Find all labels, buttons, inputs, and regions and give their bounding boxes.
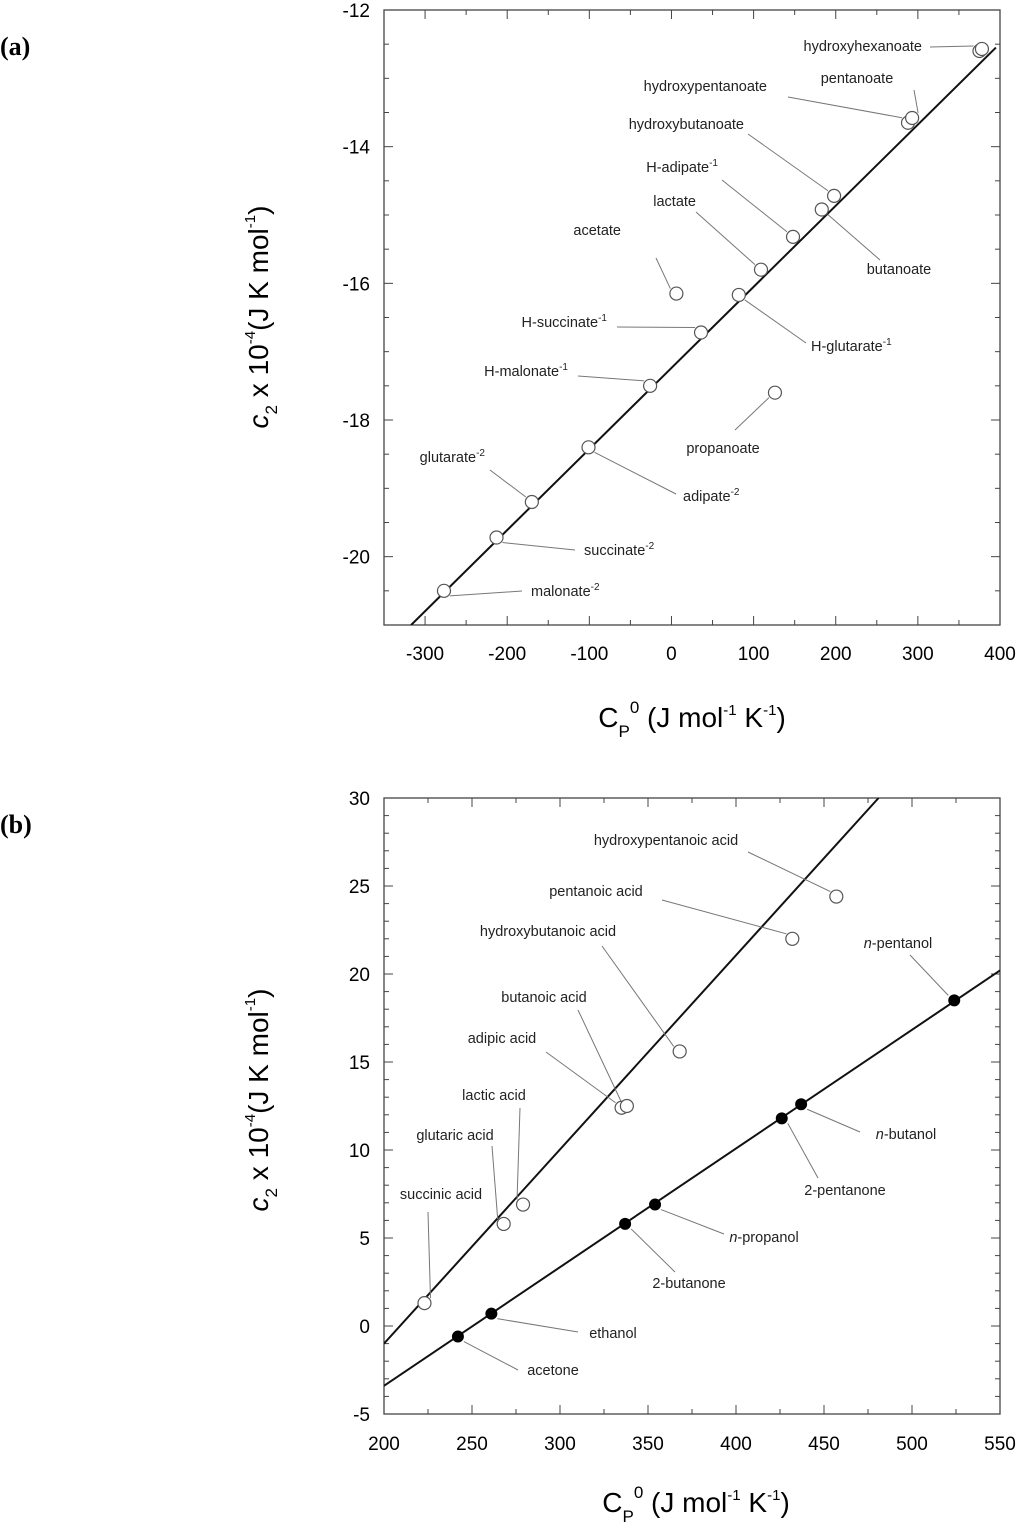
- label-lactic-acid: lactic acid: [462, 1088, 526, 1104]
- leader-pentanoate: [914, 90, 918, 113]
- label-hydroxybutanoic-acid: hydroxybutanoic acid: [479, 924, 617, 940]
- leader-hydroxyhexanoate: [930, 46, 973, 47]
- label-adipate: adipate$^{-2}$: [683, 487, 740, 505]
- point-butanoate: [815, 203, 828, 216]
- leader-h-glutarate: [745, 300, 806, 343]
- label-hydroxyhexanoate: hydroxyhexanoate: [803, 39, 922, 55]
- leader-hydroxypentanoic-acid: [748, 852, 830, 892]
- label-hydroxypentanoate: hydroxypentanoate: [643, 79, 767, 95]
- point-2-pentanone: [776, 1113, 787, 1124]
- plot-frame: [384, 798, 1000, 1414]
- label-n-pentanol: n-pentanol: [863, 936, 933, 952]
- y-tick-label: -16: [342, 274, 370, 296]
- y-tick-label: 25: [348, 877, 370, 898]
- leader-glutarate: [490, 470, 526, 497]
- leader-n-propanol: [661, 1210, 724, 1234]
- leader-lactate: [696, 212, 755, 265]
- x-axis-title: $C_P^0$ (J mol$^{-1}$ $K^{-1}$): [598, 698, 786, 741]
- leader-pentanoic-acid: [662, 900, 786, 934]
- y-axis-title: $c_2$ x $10^{-4}(J$ K mol$^{-1}$): [242, 988, 281, 1212]
- point-h-glutarate: [732, 288, 745, 301]
- leader-acetate: [656, 258, 670, 289]
- point-glutarate: [525, 496, 538, 509]
- point-n-butanol: [796, 1099, 807, 1110]
- y-tick-label: -18: [342, 411, 370, 432]
- leader-lactic-acid: [517, 1108, 520, 1200]
- point-glutaric-acid: [497, 1217, 510, 1230]
- label-hydroxypentanoic-acid: hydroxypentanoic acid: [593, 833, 739, 849]
- leader-n-butanol: [807, 1109, 860, 1132]
- y-tick-label: 15: [348, 1053, 370, 1074]
- leader-butanoic-acid: [578, 1010, 621, 1101]
- point-h-malonate: [644, 379, 657, 392]
- point-adipate: [582, 441, 595, 454]
- leader-h-malonate: [578, 376, 644, 381]
- label-succinate: succinate$^{-2}$: [584, 541, 655, 559]
- y-tick-label: -12: [342, 1, 370, 22]
- y-axis-title: $c_2$ x $10^{-4}(J$ K mol$^{-1}$): [242, 205, 281, 429]
- label-h-malonate: H-malonate$^{-1}$: [484, 362, 568, 380]
- label-h-succinate: H-succinate$^{-1}$: [521, 313, 607, 331]
- leader-malonate: [450, 591, 522, 596]
- point-lactic-acid: [517, 1198, 530, 1211]
- label-n-butanol: n-butanol: [875, 1127, 937, 1143]
- y-tick-label: -14: [342, 137, 370, 159]
- plot-frame: [384, 10, 1000, 625]
- leader-hydroxybutanoate: [748, 134, 828, 191]
- point-2-butanone: [620, 1218, 631, 1229]
- label-hydroxybutanoate: hydroxybutanoate: [628, 117, 744, 133]
- label-propanoate: propanoate: [686, 441, 760, 457]
- x-tick-label: -100: [570, 644, 609, 665]
- y-tick-label: 30: [348, 789, 370, 810]
- label-h-glutarate: H-glutarate$^{-1}$: [811, 337, 892, 355]
- leader-adipate: [595, 452, 676, 494]
- leader-propanoate: [735, 398, 769, 430]
- x-tick-label: 400: [984, 644, 1016, 665]
- label-pentanoate: pentanoate: [820, 71, 894, 87]
- label-butanoic-acid: butanoic acid: [501, 990, 587, 1006]
- point-hydroxybutanoic-acid: [673, 1045, 686, 1058]
- point-lactate: [754, 263, 767, 276]
- point-succinate: [490, 531, 503, 544]
- leader-glutaric-acid: [492, 1146, 498, 1219]
- label-acetone: acetone: [527, 1363, 579, 1379]
- point-n-pentanol: [949, 995, 960, 1006]
- y-tick-label: 10: [348, 1141, 370, 1162]
- point-hydroxypentanoic-acid: [830, 890, 843, 903]
- label-2-butanone: 2-butanone: [652, 1276, 726, 1292]
- label-adipic-acid: adipic acid: [467, 1031, 537, 1047]
- label-n-propanol: n-propanol: [729, 1230, 799, 1246]
- leader-hydroxybutanoic-acid: [602, 946, 674, 1046]
- y-tick-label: 20: [348, 965, 370, 986]
- x-tick-label: -200: [488, 644, 527, 665]
- y-tick-label: 5: [359, 1229, 370, 1250]
- point-acetone: [452, 1331, 463, 1342]
- leader-hydroxypentanoate: [788, 97, 902, 118]
- y-tick-label: 0: [359, 1317, 370, 1338]
- fit-line-1: [384, 798, 879, 1344]
- panel-label: (a): [0, 32, 31, 61]
- x-tick-label: 300: [902, 644, 934, 665]
- panel-label: (b): [0, 810, 32, 839]
- x-tick-label: 300: [544, 1434, 576, 1455]
- x-axis-title: $C_P^0$ (J mol$^{-1}$ $K^{-1}$): [602, 1483, 790, 1526]
- label-succinic-acid: succinic acid: [399, 1187, 483, 1203]
- point-acetate: [670, 287, 683, 300]
- y-tick-label: -20: [342, 547, 370, 569]
- leader-h-adipate: [722, 180, 787, 232]
- x-tick-label: 450: [808, 1434, 840, 1455]
- leader-adipic-acid: [546, 1052, 616, 1103]
- x-tick-label: 0: [666, 644, 677, 665]
- x-tick-label: 550: [984, 1434, 1016, 1455]
- chart-panel-a: [0, 1, 1016, 741]
- point-pentanoate: [906, 111, 919, 124]
- x-tick-label: 350: [632, 1434, 664, 1455]
- x-tick-label: -300: [406, 644, 445, 665]
- label-lactate: lactate: [653, 194, 696, 210]
- x-tick-label: 500: [896, 1434, 928, 1455]
- leader-succinic-acid: [428, 1212, 430, 1298]
- x-tick-label: 200: [819, 644, 852, 665]
- leader-ethanol: [497, 1319, 578, 1332]
- point-malonate: [437, 584, 450, 597]
- label-glutarate: glutarate$^{-2}$: [419, 448, 485, 466]
- x-tick-label: 400: [720, 1434, 752, 1455]
- point-hydroxybutanoate: [828, 189, 841, 202]
- x-tick-label: 250: [456, 1434, 488, 1455]
- label-h-adipate: H-adipate$^{-1}$: [646, 158, 718, 176]
- leader-2-butanone: [631, 1229, 675, 1272]
- point-h-succinate: [695, 326, 708, 339]
- point-succinic-acid: [418, 1297, 431, 1310]
- point-propanoate: [768, 386, 781, 399]
- point-pentanoic-acid: [786, 932, 799, 945]
- leader-butanoate: [828, 215, 880, 260]
- leader-2-pentanone: [788, 1123, 818, 1178]
- label-2-pentanone: 2-pentanone: [804, 1183, 886, 1199]
- x-tick-label: 100: [737, 644, 770, 665]
- label-butanoate: butanoate: [866, 262, 932, 278]
- point-ethanol: [486, 1308, 497, 1319]
- leader-h-succinate: [617, 327, 695, 328]
- y-tick-label: -5: [353, 1405, 370, 1426]
- x-tick-label: 200: [368, 1434, 400, 1455]
- chart-panel-b: [0, 789, 1016, 1526]
- label-glutaric-acid: glutaric acid: [416, 1128, 494, 1144]
- leader-acetone: [464, 1342, 518, 1370]
- label-malonate: malonate$^{-2}$: [531, 582, 600, 600]
- point-n-propanol: [650, 1199, 661, 1210]
- label-acetate: acetate: [573, 223, 621, 239]
- point-butanoic-acid: [620, 1100, 633, 1113]
- point-h-adipate: [787, 230, 800, 243]
- label-ethanol: ethanol: [589, 1326, 637, 1342]
- label-pentanoic-acid: pentanoic acid: [549, 884, 643, 900]
- point-point: [975, 42, 988, 55]
- leader-n-pentanol: [910, 955, 948, 995]
- leader-succinate: [503, 543, 575, 550]
